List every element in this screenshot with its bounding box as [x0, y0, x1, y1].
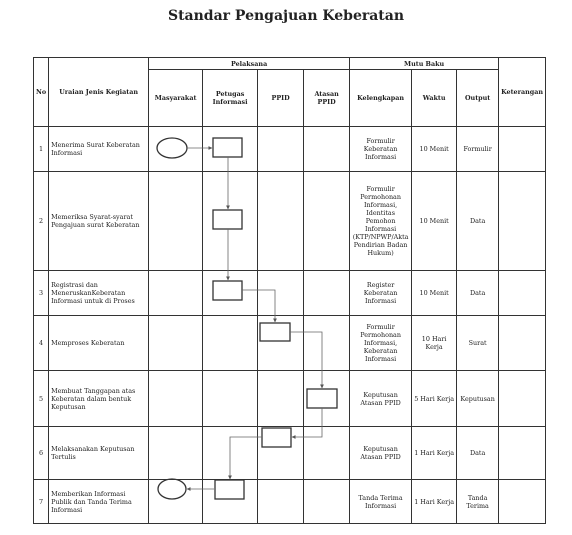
header-remarks: Keterangan [499, 58, 546, 127]
row-waktu: 10 Hari Kerja [412, 316, 457, 371]
header-ppid: PPID [258, 70, 304, 127]
header-petugas: Petugas Informasi [203, 70, 258, 127]
row-waktu: 10 Menit [412, 271, 457, 316]
row-kelengkapan: Register Keberatan Informasi [350, 271, 412, 316]
row-no: 1 [34, 127, 49, 172]
row-kelengkapan: Keputusan Atasan PPID [350, 371, 412, 427]
row-no: 6 [34, 427, 49, 480]
header-activity: Uraian Jenis Kegiatan [49, 58, 149, 127]
header-no: No [34, 58, 49, 127]
row-activity: Memeriksa Syarat-syarat Pengajuan surat Keberatan [49, 172, 149, 271]
row-activity: Melaksanakan Keputusan Tertulis [49, 427, 149, 480]
row-activity: Memproses Keberatan [49, 316, 149, 371]
table-row [34, 371, 546, 427]
table-row [34, 271, 546, 316]
row-output: Data [457, 172, 499, 271]
table-row [34, 480, 546, 524]
table-row [34, 127, 546, 172]
row-output: Formulir [457, 127, 499, 172]
row-activity: Registrasi dan MeneruskanKeberatan Informasi untuk di Proses [49, 271, 149, 316]
row-output: Data [457, 271, 499, 316]
row-no: 2 [34, 172, 49, 271]
row-output: Surat [457, 316, 499, 371]
row-no: 3 [34, 271, 49, 316]
row-waktu: 1 Hari Kerja [412, 427, 457, 480]
row-activity: Menerima Surat Keberatan Informasi [49, 127, 149, 172]
row-activity: Memberikan Informasi Publik dan Tanda Terima Informasi [49, 480, 149, 524]
row-kelengkapan: Formulir Keberatan Informasi [350, 127, 412, 172]
row-waktu: 1 Hari Kerja [412, 480, 457, 524]
row-waktu: 5 Hari Kerja [412, 371, 457, 427]
row-waktu: 10 Menit [412, 172, 457, 271]
header-atasan: Atasan PPID [304, 70, 350, 127]
header-waktu: Waktu [412, 70, 457, 127]
table-row [34, 316, 546, 371]
row-output: Data [457, 427, 499, 480]
header-masyarakat: Masyarakat [149, 70, 203, 127]
header-pelaksana: Pelaksana [149, 58, 350, 70]
row-kelengkapan: Keputusan Atasan PPID [350, 427, 412, 480]
row-kelengkapan: Formulir Permohonan Informasi, Identitas Pemohon Informasi (KTP/NPWP/Akta Pendirian Badan Hukum) [350, 172, 412, 271]
row-no: 7 [34, 480, 49, 524]
row-output: Keputusan [457, 371, 499, 427]
row-waktu: 10 Menit [412, 127, 457, 172]
row-no: 4 [34, 316, 49, 371]
header-kelengkapan: Kelengkapan [350, 70, 412, 127]
row-kelengkapan: Tanda Terima Informasi [350, 480, 412, 524]
table-row [34, 427, 546, 480]
page-title: Standar Pengajuan Keberatan [167, 8, 405, 24]
table-row [34, 172, 546, 271]
row-kelengkapan: Formulir Permohonan Informasi, Keberatan Informasi [350, 316, 412, 371]
row-output: Tanda Terima [457, 480, 499, 524]
sop-table [33, 57, 546, 524]
row-activity: Membuat Tanggapan atas Keberatan dalam bentuk Keputusan [49, 371, 149, 427]
header-output: Output [457, 70, 499, 127]
header-mutu-baku: Mutu Baku [350, 58, 499, 70]
row-no: 5 [34, 371, 49, 427]
